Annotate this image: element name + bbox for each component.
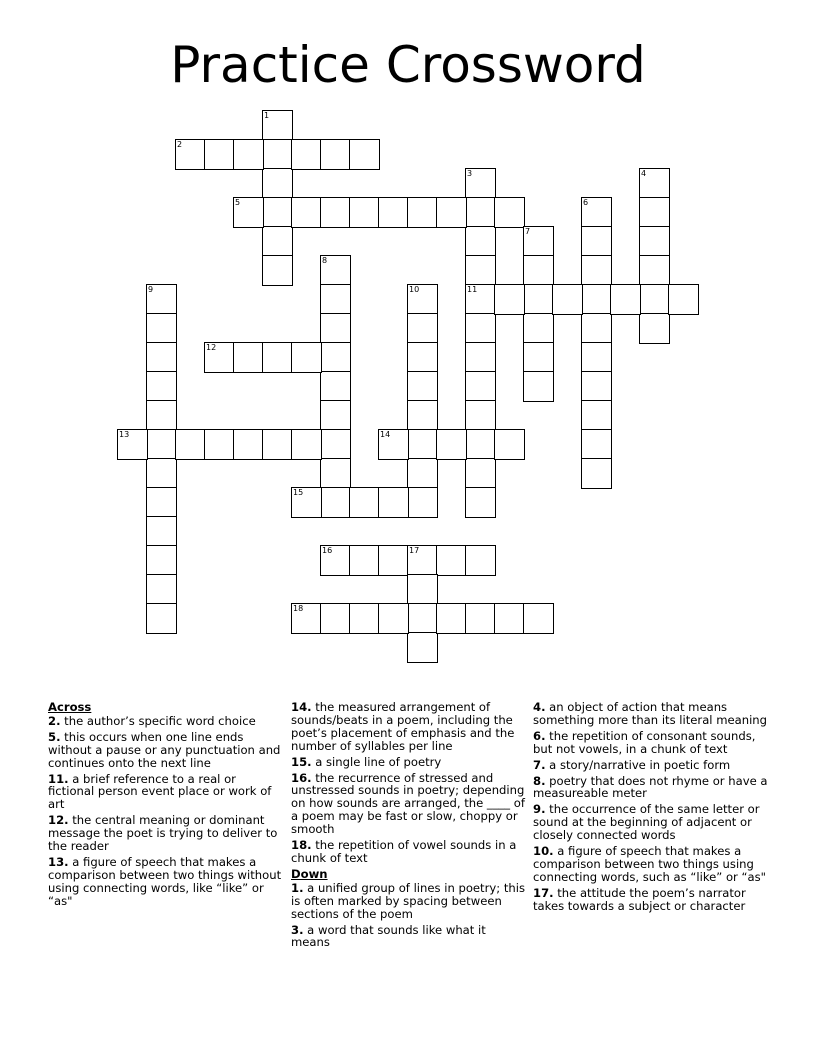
clue-across-11 (48, 773, 284, 812)
grid-cell[interactable] (204, 342, 235, 373)
clue-text: a story/narrative in poetic form (545, 757, 731, 772)
grid-cell[interactable] (465, 342, 496, 373)
grid-cell[interactable] (465, 226, 496, 257)
grid-cell[interactable] (291, 197, 322, 228)
clue-text: a unified group of lines in poetry; this is often marked by spacing between sections of the poem (291, 880, 525, 921)
clue-across-5 (48, 731, 284, 770)
grid-cell[interactable] (146, 545, 177, 576)
grid-cell[interactable] (146, 284, 177, 315)
grid-cell[interactable] (639, 284, 670, 315)
clue-number-label: 12 (206, 343, 217, 352)
grid-cell[interactable] (349, 487, 380, 518)
grid-cell[interactable] (146, 313, 177, 344)
clue-number: 9. (533, 802, 546, 817)
across-heading: Across (48, 700, 92, 714)
grid-cell[interactable] (320, 197, 351, 228)
grid-cell[interactable] (349, 603, 380, 634)
clue-text: the author’s specific word choice (60, 713, 256, 728)
grid-cell[interactable] (465, 400, 496, 431)
grid-cell[interactable] (291, 342, 322, 373)
grid-cell[interactable] (581, 313, 612, 344)
grid-cell[interactable] (407, 603, 438, 634)
clue-text: a figure of speech that makes a comparison between two things without using connecting words, like “like” or “as" (48, 854, 282, 908)
grid-cell[interactable] (349, 545, 380, 576)
clue-number-label: 7 (525, 227, 531, 236)
grid-cell[interactable] (494, 429, 525, 460)
clue-text: the central meaning or dominant message the poet is trying to deliver to the reader (48, 813, 278, 854)
clue-number: 15. (291, 754, 312, 769)
grid-cell[interactable] (465, 371, 496, 402)
clue-text: this occurs when one line ends without a pause or any punctuation and continues onto the next line (48, 729, 281, 770)
grid-cell[interactable] (320, 545, 351, 576)
grid-cell[interactable] (407, 371, 438, 402)
clue-number-label: 15 (293, 488, 304, 497)
grid-cell[interactable] (146, 400, 177, 431)
grid-cell[interactable] (465, 313, 496, 344)
clue-number: 5. (48, 729, 61, 744)
clue-text: the measured arrangement of sounds/beats in a poem, including the poet’s placement of emphasis and the number of syllables per line (291, 700, 515, 753)
clue-number: 6. (533, 728, 546, 743)
clues-column-3 (533, 701, 769, 916)
grid-cell[interactable] (146, 487, 177, 518)
clue-number: 17. (533, 885, 554, 900)
grid-cell[interactable] (407, 197, 438, 228)
grid-cell[interactable] (146, 371, 177, 402)
grid-cell[interactable] (465, 545, 496, 576)
grid-cell[interactable] (146, 574, 177, 605)
grid-cell[interactable] (146, 458, 177, 489)
grid-cell[interactable] (320, 429, 351, 460)
grid-cell[interactable] (494, 603, 525, 634)
grid-cell[interactable] (204, 139, 235, 170)
grid-cell[interactable] (581, 371, 612, 402)
down-heading: Down (291, 866, 328, 881)
clue-number-label: 6 (583, 198, 589, 207)
grid-cell[interactable] (407, 342, 438, 373)
clue-text: a figure of speech that makes a comparison between two things using connecting words, such as “like” or “as" (533, 844, 766, 884)
grid-cell[interactable] (320, 255, 351, 286)
clue-text: the recurrence of stressed and unstressed sounds in poetry; depending on how sounds are arranged, the ____ of a poem may be fast or slow, choppy or smooth (291, 770, 525, 837)
grid-cell[interactable] (581, 400, 612, 431)
clue-across-15 (291, 756, 527, 769)
clue-number: 11. (48, 771, 69, 786)
clue-number-label: 4 (641, 169, 647, 178)
clue-number-label: 18 (293, 604, 304, 613)
grid-cell[interactable] (320, 371, 351, 402)
grid-cell[interactable] (291, 487, 322, 518)
grid-cell[interactable] (320, 458, 351, 489)
grid-cell[interactable] (262, 197, 293, 228)
grid-cell[interactable] (407, 487, 438, 518)
grid-cell[interactable] (581, 226, 612, 257)
grid-cell[interactable] (262, 226, 293, 257)
grid-cell[interactable] (523, 255, 554, 286)
grid-cell[interactable] (320, 400, 351, 431)
clue-across-14 (291, 701, 527, 753)
grid-cell[interactable] (436, 429, 467, 460)
grid-cell[interactable] (407, 632, 438, 663)
grid-cell[interactable] (494, 284, 525, 315)
grid-cell[interactable] (407, 313, 438, 344)
clue-across-13 (48, 856, 284, 908)
clue-number-label: 13 (119, 430, 130, 439)
grid-cell[interactable] (581, 429, 612, 460)
page-title: Practice Crossword (170, 36, 646, 94)
grid-cell[interactable] (523, 342, 554, 373)
clue-down-9 (533, 803, 769, 842)
clue-number-label: 5 (235, 198, 241, 207)
grid-cell[interactable] (262, 168, 293, 199)
grid-cell[interactable] (436, 603, 467, 634)
grid-cell[interactable] (407, 458, 438, 489)
grid-cell[interactable] (349, 197, 380, 228)
clue-number: 18. (291, 838, 312, 853)
grid-cell[interactable] (378, 487, 409, 518)
grid-cell[interactable] (175, 429, 206, 460)
grid-cell[interactable] (465, 458, 496, 489)
grid-cell[interactable] (320, 313, 351, 344)
grid-cell[interactable] (436, 545, 467, 576)
grid-cell[interactable] (233, 139, 264, 170)
grid-cell[interactable] (465, 429, 496, 460)
clue-text: a single line of poetry (311, 754, 442, 769)
grid-cell[interactable] (610, 284, 641, 315)
clue-text: the attitude the poem’s narrator takes towards a subject or character (533, 885, 746, 913)
clue-down-6 (533, 730, 769, 756)
clue-down-8 (533, 775, 769, 801)
grid-cell[interactable] (668, 284, 699, 315)
grid-cell[interactable] (378, 545, 409, 576)
grid-cell[interactable] (465, 487, 496, 518)
grid-cell[interactable] (523, 603, 554, 634)
clue-across-12 (48, 814, 284, 853)
grid-cell[interactable] (465, 603, 496, 634)
grid-cell[interactable] (581, 284, 612, 315)
grid-cell[interactable] (146, 516, 177, 547)
grid-cell[interactable] (581, 255, 612, 286)
grid-cell[interactable] (291, 603, 322, 634)
clue-number: 1. (291, 880, 304, 895)
grid-cell[interactable] (291, 429, 322, 460)
grid-cell[interactable] (117, 429, 148, 460)
clue-number: 2. (48, 713, 61, 728)
clue-number-label: 17 (409, 546, 420, 555)
grid-cell[interactable] (407, 429, 438, 460)
grid-cell[interactable] (262, 110, 293, 141)
grid-cell[interactable] (465, 197, 496, 228)
grid-cell[interactable] (291, 139, 322, 170)
clue-text: a word that sounds like what it means (291, 922, 486, 950)
clue-number: 13. (48, 854, 69, 869)
clue-text: poetry that does not rhyme or have a measureable meter (533, 773, 768, 801)
grid-cell[interactable] (407, 545, 438, 576)
grid-cell[interactable] (465, 255, 496, 286)
grid-cell[interactable] (146, 429, 177, 460)
grid-cell[interactable] (378, 603, 409, 634)
grid-cell[interactable] (407, 574, 438, 605)
clue-number: 10. (533, 844, 554, 859)
grid-cell[interactable] (523, 226, 554, 257)
clue-down-4 (533, 701, 769, 727)
clue-across-2 (48, 715, 284, 728)
grid-cell[interactable] (465, 284, 496, 315)
clue-down-1 (291, 882, 527, 921)
grid-cell[interactable] (204, 429, 235, 460)
clue-down-7 (533, 759, 769, 772)
clue-number: 12. (48, 813, 69, 828)
grid-cell[interactable] (407, 400, 438, 431)
grid-cell[interactable] (262, 255, 293, 286)
grid-cell[interactable] (146, 342, 177, 373)
grid-cell[interactable] (233, 197, 264, 228)
grid-cell[interactable] (523, 284, 554, 315)
clue-text: the occurrence of the same letter or sound at the beginning of adjacent or closely connected words (533, 802, 760, 843)
grid-cell[interactable] (494, 197, 525, 228)
grid-cell[interactable] (320, 603, 351, 634)
grid-cell[interactable] (581, 458, 612, 489)
clue-number-label: 2 (177, 140, 183, 149)
clues-column-1 (48, 701, 284, 911)
grid-cell[interactable] (581, 197, 612, 228)
clues-column-2 (291, 701, 527, 952)
clue-text: the repetition of vowel sounds in a chunk of text (291, 838, 517, 865)
clue-number-label: 1 (264, 111, 270, 120)
clue-text: a brief reference to a real or fictional person event place or work of art (48, 771, 272, 812)
grid-cell[interactable] (639, 168, 670, 199)
grid-cell[interactable] (639, 255, 670, 286)
clue-number: 8. (533, 773, 546, 788)
grid-cell[interactable] (465, 168, 496, 199)
grid-cell[interactable] (407, 284, 438, 315)
grid-cell[interactable] (175, 139, 206, 170)
clue-number-label: 11 (467, 285, 478, 294)
grid-cell[interactable] (146, 603, 177, 634)
clue-down-10 (533, 845, 769, 884)
grid-cell[interactable] (262, 342, 293, 373)
grid-cell[interactable] (349, 139, 380, 170)
clue-number: 3. (291, 922, 304, 937)
grid-cell[interactable] (320, 487, 351, 518)
clue-number: 4. (533, 700, 546, 714)
grid-cell[interactable] (552, 284, 583, 315)
grid-cell[interactable] (378, 429, 409, 460)
grid-cell[interactable] (320, 284, 351, 315)
clue-number: 14. (291, 700, 312, 714)
clue-number-label: 3 (467, 169, 473, 178)
clue-number: 16. (291, 770, 312, 785)
clue-number: 7. (533, 757, 546, 772)
grid-cell[interactable] (523, 371, 554, 402)
grid-cell[interactable] (523, 313, 554, 344)
grid-cell[interactable] (639, 313, 670, 344)
clue-across-18 (291, 839, 527, 865)
grid-cell[interactable] (581, 342, 612, 373)
grid-cell[interactable] (233, 342, 264, 373)
grid-cell[interactable] (320, 139, 351, 170)
clue-number-label: 9 (148, 285, 154, 294)
clue-number-label: 10 (409, 285, 420, 294)
grid-cell[interactable] (639, 226, 670, 257)
clue-across-16 (291, 772, 527, 837)
clue-down-3 (291, 924, 527, 950)
grid-cell[interactable] (378, 197, 409, 228)
grid-cell[interactable] (320, 342, 351, 373)
grid-cell[interactable] (262, 429, 293, 460)
clue-number-label: 14 (380, 430, 391, 439)
clue-down-17 (533, 887, 769, 913)
clue-text: the repetition of consonant sounds, but not vowels, in a chunk of text (533, 728, 756, 756)
grid-cell[interactable] (436, 197, 467, 228)
grid-cell[interactable] (639, 197, 670, 228)
grid-cell[interactable] (233, 429, 264, 460)
clue-text: an object of action that means something more than its literal meaning (533, 700, 768, 727)
grid-cell[interactable] (262, 139, 293, 170)
clue-number-label: 8 (322, 256, 328, 265)
clue-number-label: 16 (322, 546, 333, 555)
